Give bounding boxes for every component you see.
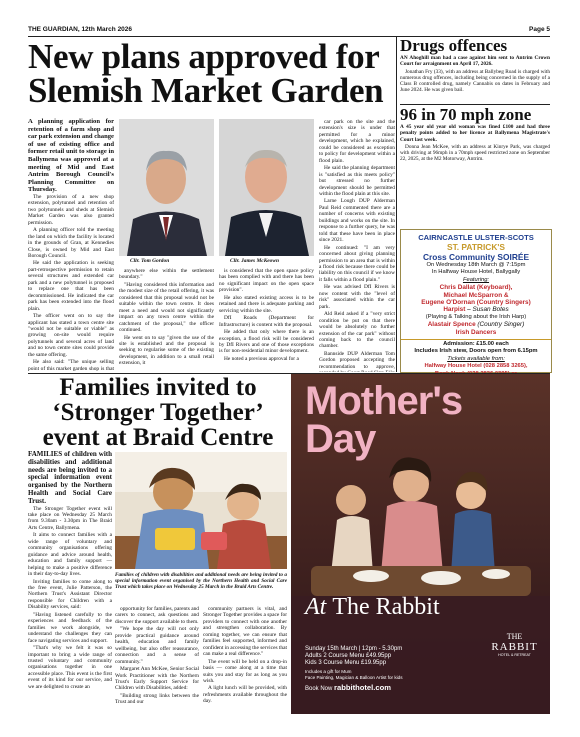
story2-col-1 <box>28 451 112 732</box>
logo-line: THE <box>506 632 523 641</box>
paragraph: He also said: "The unique selling point of this market garden shop is that <box>28 359 114 371</box>
paragraph: Bannside DUP Alderman Tom Gordon proposed accepting the recommendation to approve, <box>319 350 395 370</box>
paragraph: community partners is vital, and Stronger Together provides a space for providers to connect with one another and strengthen collaboration. By coming together, we can ensure that families feel supported, informed and confident in accessing the services that can make a real difference." <box>203 606 287 658</box>
paragraph: A light lunch will be provided, with refreshments available throughout the day. <box>203 685 287 705</box>
paragraph: The Stronger Together event will take place on Wednesday 25 March from 9.30am - 3.30pm in The Braid Arts Centre, Ballymena. <box>28 505 112 531</box>
speeding-story <box>400 106 550 164</box>
ad2-details <box>305 646 485 694</box>
ad2-note: Includes a gift for Mum <box>305 668 352 674</box>
paragraph: "Building strong links between the Trust and our <box>115 692 199 706</box>
portrait-image <box>119 119 214 256</box>
ad-event: ST. PATRICK'S <box>447 242 505 252</box>
drugs-offences-story <box>400 37 550 95</box>
caption-james-mckeown: Cllr. James McKeown <box>230 258 279 264</box>
paragraph: He noted a previous approval for a <box>224 355 299 362</box>
paper-date: THE GUARDIAN, 12th March 2026 <box>28 26 133 33</box>
paragraph: Inviting families to come along to the free event, Julie Patterson, the Northern Trust's Assistant Director responsible for Children with a Disability services, said: <box>28 578 112 611</box>
main-col-1 <box>28 118 114 371</box>
paragraph: car park on the site and the extension's size is under that permitted for a minor development, which he explained, could be considered as exception to policy for development within a flood plain. <box>319 119 395 164</box>
soiree-advert <box>400 229 552 373</box>
main-col-4 <box>319 119 395 372</box>
rabbit-logo <box>487 632 542 657</box>
speeding-headline: 96 in 70 mph zone <box>400 105 532 124</box>
logo-line: HOTEL & RETREAT <box>498 653 531 657</box>
ad-artist-note: – Susan Botes <box>465 306 509 314</box>
ad2-date: Sunday 15th March | 12pm - 5.30pm <box>305 646 403 652</box>
paragraph: He continued: "I am very concerned about giving planning permission to an area that is within a flood risk because there could be liability on this council if we know it falls within a flood plain." <box>319 244 395 283</box>
paragraph: Ald Reid asked if a "very strict condition be put on that there would be absolutely no further extension of the car park" without coming back to the council chamber. <box>319 311 395 350</box>
drugs-headline: Drugs offences <box>400 36 508 55</box>
ad2-title-line: Mother's <box>305 379 463 423</box>
ad-artist: Michael McSparron & <box>443 291 509 299</box>
paragraph: Donna Jean McKee, with an address at Kinrye Park, was charged with driving at 96mph in a 70mph speed restricted zone on September 22, 2025, at the M2 Motorway, Antrim. <box>400 143 550 163</box>
ad2-menu: Kids 3 Course Menu £19.95pp <box>305 660 387 667</box>
story2-photo <box>115 452 287 569</box>
ad-org: CAIRNCASTLE ULSTER-SCOTS <box>418 233 534 242</box>
portrait-image <box>219 119 314 256</box>
photo-tom-gordon <box>119 119 214 256</box>
paragraph: opportunity for families, parents and carers to connect, ask questions and discover the support available to them. <box>115 606 199 625</box>
main-headline: New plans approved for Slemish Market Garden <box>28 37 384 110</box>
ad2-at: At <box>305 594 327 620</box>
paragraph: "We hope the day will not only provide practical guidance around health, education and family wellbeing, but also offer reassurance, connection and a sense of community." <box>115 626 199 665</box>
paragraph: is considered that the open space policy has been complied with and there has been no significant impact on the open space provision". <box>219 268 314 294</box>
ad-featuring: Featuring: <box>462 276 490 283</box>
ad2-book: Book Now <box>305 685 335 692</box>
logo-line: RABBIT <box>491 641 538 653</box>
ad2-title <box>305 379 463 461</box>
main-col-3 <box>219 268 314 372</box>
ad-venue: In Halfway House Hotel, Ballygally <box>431 269 521 276</box>
ad2-menu: Adults 2 Course Menu £49.95pp <box>305 653 392 660</box>
ad-title: Cross Community SOIRÉE <box>422 252 530 262</box>
paragraph: "Having considered this information and the modest size of the retail offering, it was considered that this proposal would not be suitable within the town centre. It does meet a need and would not significantly impact on any town centre within the catchment of the proposal," the officer continued. <box>119 281 214 334</box>
paragraph: "That's why we felt it was so important to bring a wide range of trusted voluntary and community organisations together in one accessible place. This event is the first event of its kind for our service, and we are delighted to create an <box>28 645 112 690</box>
paragraph: AN Ahoghill man had a case against him sent to Antrim Crown Court for arraignment on April 17, 2026. <box>400 55 550 68</box>
ad2-website-link[interactable]: rabbithotel.com <box>334 682 391 692</box>
paragraph: Jonathan Fry (33), with an address at Ballybeg Road is charged with numerous drug offences, including being concerned in the supply of a Class B controlled drug, namely Cannabis on dates in February and June 2024. He was given bail. <box>400 68 550 94</box>
ad-artist: Harpist <box>443 306 466 314</box>
speeding-body <box>400 124 550 164</box>
paragraph: He added that only where there is an exception, a flood risk will be considered by DfI Rivers and one of those exceptions is for non-residential minor development. <box>219 329 314 355</box>
ad-artist: Chris Dallat (Keyboard), <box>439 284 513 292</box>
ad-artist: Eugene O'Dornan (Country Singers) <box>421 299 531 307</box>
paragraph: He was advised DfI Rivers is now content with the "level of risk" associated within the car park. <box>319 284 395 310</box>
ad-date: On Wednesday 18th March @ 7:15pm <box>426 262 526 268</box>
family-photo-image <box>115 452 287 569</box>
paragraph: He also stated existing access is to be retained and there is adequate parking and servicing within the site. <box>219 294 314 314</box>
paragraph: He went on to say "given the use of the site is established and the proposal is seeking to regularise some of the existing development, in addition to a small retail extension, it <box>119 334 214 367</box>
paragraph: Margaret Ann McKee, Senior Social Work Practitioner with the Northern Trust's Early Support Service for Children with Disabilities, added: <box>115 666 199 692</box>
mothers-day-advert <box>291 374 550 714</box>
ad-artist: Irish Dancers <box>455 328 497 336</box>
paragraph: "Having listened carefully to the experiences and feedback of the families we work alongside, we understand the challenges they can face navigating services and support. <box>28 611 112 644</box>
paragraph: He said the application is seeking part-retrospective permission to retain several structures and extended car park and a new polytunnel is proposed to replace one that has been decommissioned. He indicated the car park has been extended into the flood plain. <box>28 260 114 312</box>
paragraph: The officer went on to say the applicant has stated a town centre site "would not be suitable or viable" as growing on-site would require polytunnels and several acres of land and no town centre sites could provide the same offering. <box>28 313 114 358</box>
story2-lead: FAMILIES of children with disabilities and additional needs are being invited to a special information event organised by the Northern Health and Social Care Trust. <box>28 451 112 505</box>
ad-ticket-outlet: Halfway House Hotel (028 2858 3265), <box>424 363 528 370</box>
caption-tom-gordon: Cllr. Tom Gordon <box>130 258 170 264</box>
ad-artist: Alastair Spence <box>427 321 476 329</box>
paragraph: A planning officer told the meeting the land on which the facility is located in the grounds of Gran, at Kennedies Close, is owned by Mid and East Borough Council. <box>28 227 114 260</box>
ad2-venue-line <box>305 594 440 621</box>
story2-col-2 <box>115 606 199 732</box>
paragraph: The event will be held on a drop-in basis — come along at a time that suits you and stay for as long as you wish. <box>203 658 287 684</box>
main-col-2 <box>119 268 214 372</box>
ad2-brand: The Rabbit <box>332 594 440 620</box>
ad2-title-line: Day <box>305 417 376 461</box>
ad-admission: Admission: £15.00 each <box>443 341 509 348</box>
paragraph: DfI Roads (Department for Infrastructure) is content with the proposal. <box>219 315 314 328</box>
paragraph: A 45 year old year old woman was fined £100 and had three penalty points added to her licence at Ballymena Magistrate's Court last week. <box>400 124 550 143</box>
ad-artist-note: (Playing & Talking about the Irish Harp) <box>425 313 527 320</box>
paragraph: Larne Lough DUP Alderman Paul Reid commented there are a number of concerns with existing buildings and works on the site. In response to a further query, he was told that these have been in place since 2021. <box>319 198 395 244</box>
ad-tickets: Tickets available from: <box>447 355 505 362</box>
ad-artist-note: (Country Singer) <box>475 321 525 329</box>
story2-caption: Families of children with disabilities and additional needs are being invited to a special information event organised by the Northern Health and Social Care Trust which takes place on Wednesday 25 March in the Braid Arts Centre. <box>115 572 287 591</box>
ad2-note: Face Painting, Magician & Balloon Artist for kids <box>305 674 403 680</box>
drugs-body <box>400 55 550 95</box>
page-number: Page 5 <box>529 26 550 33</box>
paragraph: anywhere else within the settlement boundary." <box>119 268 214 281</box>
main-lead: A planning application for retention of a farm shop and car park extension and change of use of existing office and former retail unit to storage in Ballymena was approved at a meeting of Mid and East Antrim Borough Council's Planning Committee on Thursday. <box>28 118 114 194</box>
paragraph: It aims to connect families with a wide range of voluntary and community organisations offering guidance and advice around health, education and family support — helping to make a positive difference in their day-to-day lives. <box>28 532 112 578</box>
ad-includes: Includes Irish stew, Doors open from 6.15pm <box>414 348 538 355</box>
column-divider <box>396 36 397 372</box>
paragraph: The provision of a new shop extension, polytunnel and retention of two polytunnels and sheds at Slemish Market Garden was also granted permission. <box>28 193 114 226</box>
story2-headline: Families invited to ‘Stronger Together’ event at Braid Centre <box>42 374 274 451</box>
paragraph: He said the planning department is "satisfied as this meets policy" but stressed no further development should be permitted within the flood plain at this site. <box>319 165 395 197</box>
photo-james-mckeown <box>219 119 314 256</box>
story2-col-3 <box>203 606 287 732</box>
